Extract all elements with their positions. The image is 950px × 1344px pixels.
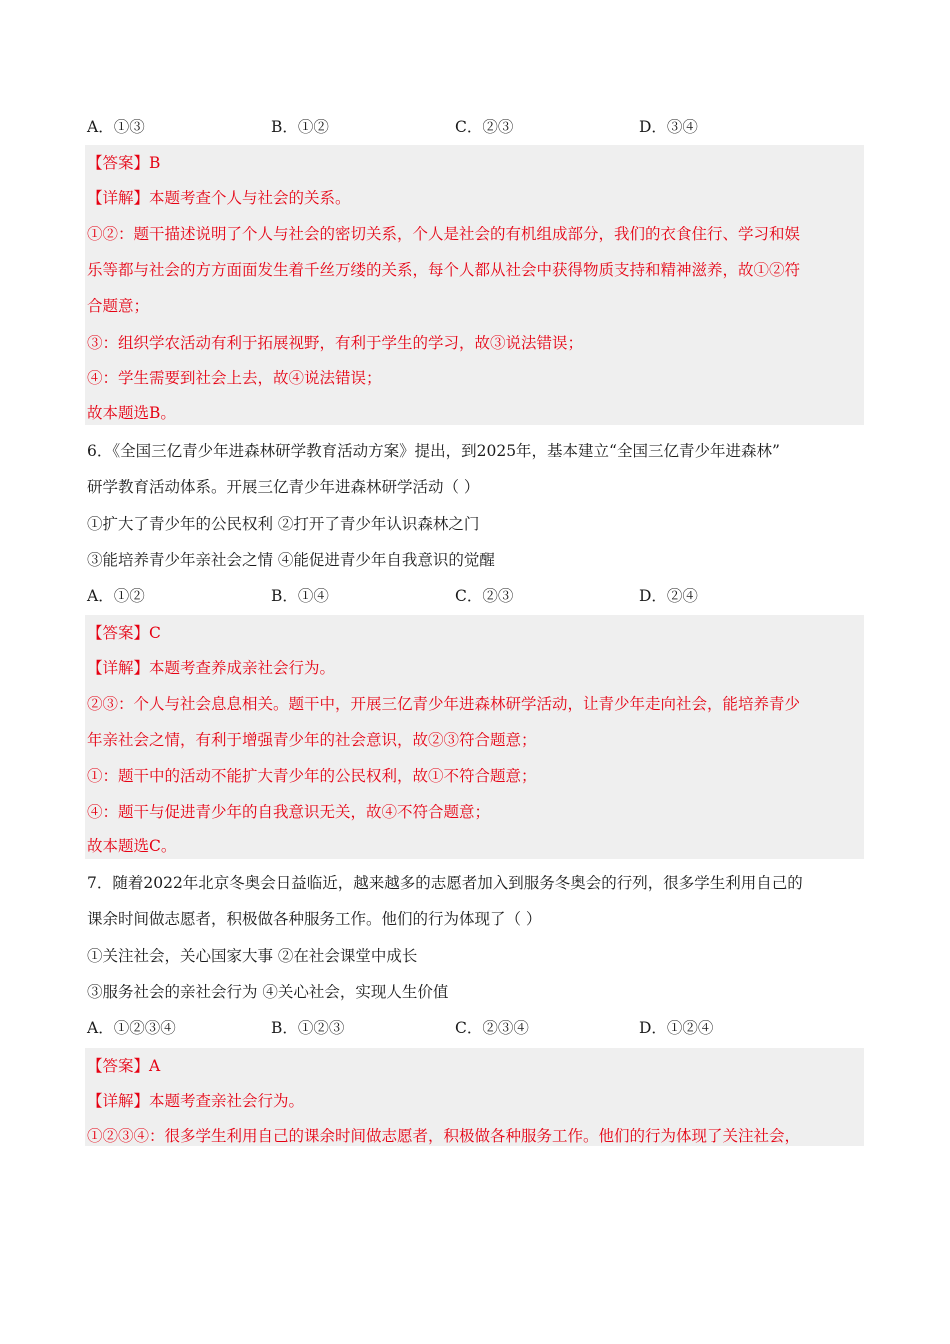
q6-stem-line-2: 研学教育活动体系。开展三亿青少年进森林研学活动（ ） [87,478,480,496]
answer-label: 【答案】C [87,624,161,642]
option-d: D．③④ [639,118,698,136]
detail-line: 故本题选C。 [87,837,177,855]
detail-line: 合题意； [87,297,150,315]
detail-line: 【详解】本题考查个人与社会的关系。 [87,189,351,207]
answer-label: 【答案】A [87,1057,161,1075]
q7-statements-2: ③服务社会的亲社会行为 ④关心社会，实现人生价值 [87,983,449,1001]
q7-answer-block [85,1048,864,1146]
detail-line: ①：题干中的活动不能扩大青少年的公民权利，故①不符合题意； [87,767,537,785]
option-a: A．①②③④ [87,1019,176,1037]
option-d: D．①②④ [639,1019,714,1037]
option-a: A．①③ [87,118,145,136]
option-c: C．②③ [455,118,514,136]
detail-line: 故本题选B。 [87,404,176,422]
option-c: C．②③ [455,587,514,605]
option-b: B．①②③ [271,1019,345,1037]
detail-line: ②③：个人与社会息息相关。题干中，开展三亿青少年进森林研学活动，让青少年走向社会，能培养青少 [87,695,801,713]
detail-line: 【详解】本题考查亲社会行为。 [87,1092,305,1110]
q6-statements-2: ③能培养青少年亲社会之情 ④能促进青少年自我意识的觉醒 [87,551,495,569]
detail-line: ④：学生需要到社会上去，故④说法错误； [87,369,382,387]
q7-stem-line-1: 7．随着2022年北京冬奥会日益临近，越来越多的志愿者加入到服务冬奥会的行列，很多学生利用自己的 [87,874,803,892]
detail-line: 乐等都与社会的方方面面发生着千丝万缕的关系，每个人都从社会中获得物质支持和精神滋养，故①②符 [87,261,801,279]
option-d: D．②④ [639,587,698,605]
q6-answer-block [85,615,864,859]
detail-line: ①②：题干描述说明了个人与社会的密切关系，个人是社会的有机组成部分，我们的衣食住行、学习和娱 [87,225,801,243]
answer-label: 【答案】B [87,154,161,172]
q5-options [87,109,864,145]
q6-options [87,578,864,614]
q6-statements-1: ①扩大了青少年的公民权利 ②打开了青少年认识森林之门 [87,515,480,533]
detail-line: ③：组织学农活动有利于拓展视野，有利于学生的学习，故③说法错误； [87,334,584,352]
q5-answer-block [85,145,864,425]
detail-line: 年亲社会之情，有利于增强青少年的社会意识，故②③符合题意； [87,731,537,749]
q7-stem-line-2: 课余时间做志愿者，积极做各种服务工作。他们的行为体现了（ ） [87,910,542,928]
detail-line: 【详解】本题考查养成亲社会行为。 [87,659,336,677]
detail-line: ④：题干与促进青少年的自我意识无关，故④不符合题意； [87,803,491,821]
option-b: B．①④ [271,587,329,605]
q7-statements-1: ①关注社会，关心国家大事 ②在社会课堂中成长 [87,947,418,965]
detail-line: ①②③④：很多学生利用自己的课余时间做志愿者，积极做各种服务工作。他们的行为体现了关注社会， [87,1127,801,1145]
option-a: A．①② [87,587,145,605]
option-b: B．①② [271,118,329,136]
q7-options [87,1010,864,1046]
q6-stem-line-1: 6．《全国三亿青少年进森林研学教育活动方案》提出，到2025年，基本建立“全国三亿青少年进森林” [87,442,780,460]
option-c: C．②③④ [455,1019,529,1037]
